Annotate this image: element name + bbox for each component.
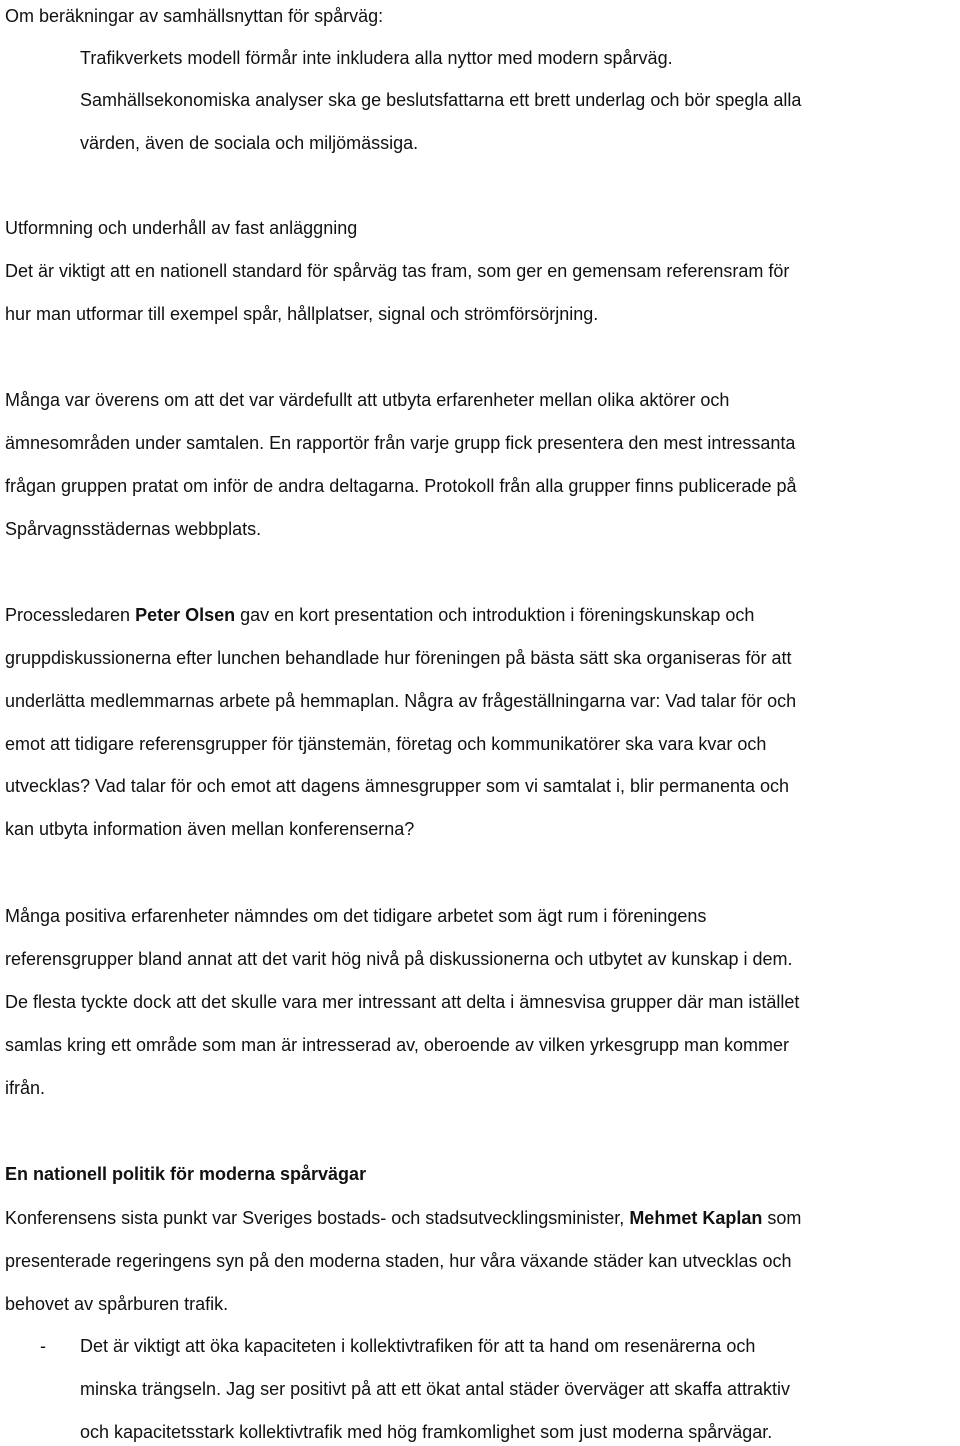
intro-line: Trafikverkets modell förmår inte inkludera alla nyttor med modern spårväg. <box>80 48 673 68</box>
text-run: Konferensens sista punkt var Sveriges bostads- och stadsutvecklingsminister, <box>5 1208 630 1228</box>
bullet-line: och kapacitetsstark kollektivtrafik med hög framkomlighet som just moderna spårvägar. <box>80 1422 773 1442</box>
intro-line: Samhällsekonomiska analyser ska ge beslutsfattarna ett brett underlag och bör spegla alla <box>80 90 802 110</box>
intro-line: värden, även de sociala och miljömässiga. <box>80 133 419 153</box>
paragraph-line: behovet av spårburen trafik. <box>5 1294 229 1314</box>
paragraph-line: underlätta medlemmarnas arbete på hemmaplan. Några av frågeställningarna var: Vad talar för och <box>5 691 797 711</box>
paragraph-line: utvecklas? Vad talar för och emot att dagens ämnesgrupper som vi samtalat i, blir permanenta och <box>5 776 790 796</box>
paragraph-line: gruppdiskussionerna efter lunchen behandlade hur föreningen på bästa sätt ska organiseras för att <box>5 648 792 668</box>
paragraph-line: presenterade regeringens syn på den moderna staden, hur våra växande städer kan utvecklas och <box>5 1251 792 1271</box>
paragraph-line: hur man utformar till exempel spår, hållplatser, signal och strömförsörjning. <box>5 304 599 324</box>
person-name: Mehmet Kaplan <box>629 1208 763 1228</box>
paragraph-line: Många positiva erfarenheter nämndes om det tidigare arbetet som ägt rum i föreningens <box>5 906 707 926</box>
text-run: gav en kort presentation och introduktion i föreningskunskap och <box>235 605 755 625</box>
text-run: Processledaren <box>5 605 136 625</box>
paragraph-line: referensgrupper bland annat att det varit hög nivå på diskussionerna och utbytet av kunskap i dem. <box>5 949 793 969</box>
paragraph-line: ämnesområden under samtalen. En rapportör från varje grupp fick presentera den mest intressanta <box>5 433 796 453</box>
paragraph-line: Det är viktigt att en nationell standard för spårväg tas fram, som ger en gemensam referensram för <box>5 261 790 281</box>
section-heading-utformning: Utformning och underhåll av fast anläggning <box>5 218 358 238</box>
bullet-line: minska trängseln. Jag ser positivt på att ett ökat antal städer överväger att skaffa attraktiv <box>80 1379 791 1399</box>
paragraph-line: ifrån. <box>5 1078 46 1098</box>
person-name: Peter Olsen <box>135 605 236 625</box>
paragraph-line: De flesta tyckte dock att det skulle vara mer intressant att delta i ämnesvisa grupper där man istället <box>5 992 800 1012</box>
bullet-line: Det är viktigt att öka kapaciteten i kollektivtrafiken för att ta hand om resenärerna och <box>80 1336 756 1356</box>
paragraph-line: emot att tidigare referensgrupper för tjänstemän, företag och kommunikatörer ska vara kvar och <box>5 734 767 754</box>
intro-heading: Om beräkningar av samhällsnyttan för spårväg: <box>5 6 384 26</box>
paragraph-line: frågan gruppen pratat om inför de andra deltagarna. Protokoll från alla grupper finns publicerade på <box>5 476 797 496</box>
paragraph-line: kan utbyta information även mellan konferenserna? <box>5 819 415 839</box>
paragraph-line: samlas kring ett område som man är intresserad av, oberoende av vilken yrkesgrupp man kommer <box>5 1035 790 1055</box>
paragraph-line <box>5 1204 801 1232</box>
paragraph-line: Spårvagnsstädernas webbplats. <box>5 519 262 539</box>
section-heading-politik: En nationell politik för moderna spårvägar <box>5 1164 367 1184</box>
bullet-marker: - <box>40 1336 46 1356</box>
text-run: som <box>762 1208 802 1228</box>
paragraph-line: Många var överens om att det var värdefullt att utbyta erfarenheter mellan olika aktörer och <box>5 390 730 410</box>
paragraph-line <box>5 601 754 629</box>
